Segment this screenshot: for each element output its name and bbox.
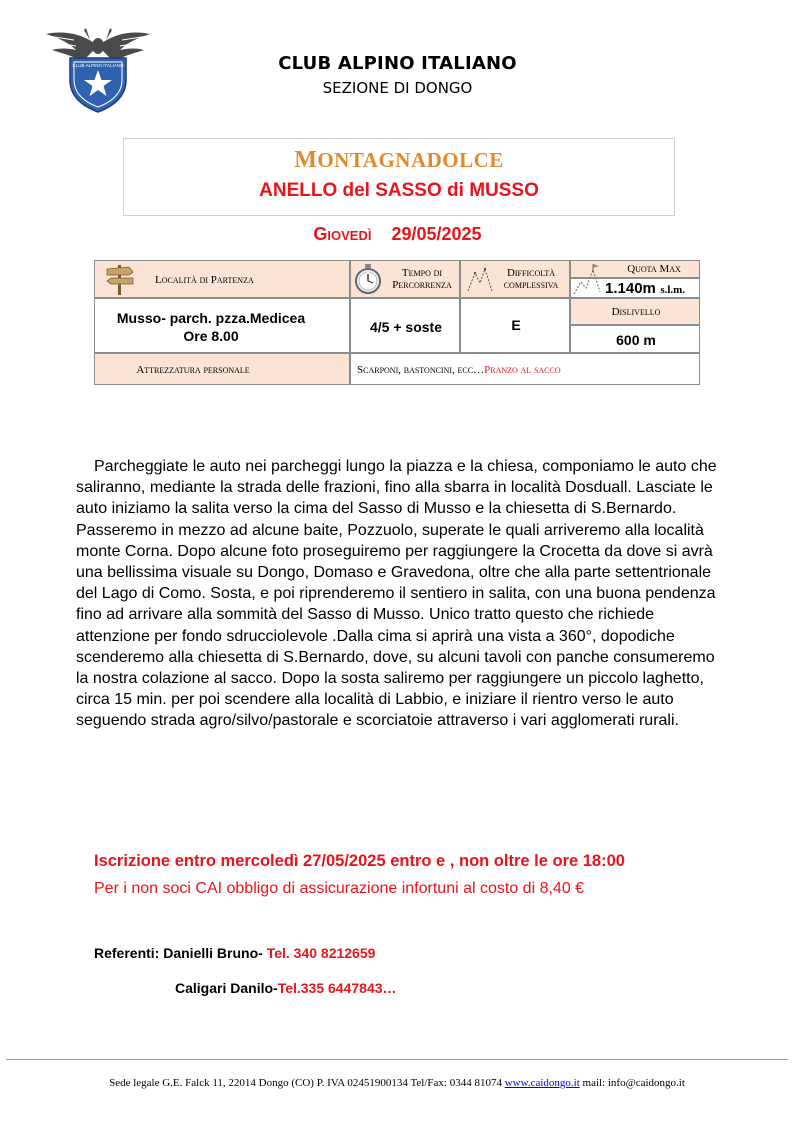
stopwatch-icon xyxy=(353,263,383,295)
excursion-date: 29/05/2025 xyxy=(391,224,482,244)
insurance-note: Per i non soci CAI obbligo di assicurazione infortuni al costo di 8,40 € xyxy=(94,880,585,897)
difficulty-header-cell xyxy=(460,260,570,298)
quota-header-cell xyxy=(570,260,700,278)
signpost-icon xyxy=(105,263,135,295)
elevation-value-cell xyxy=(570,325,700,353)
excursion-description xyxy=(76,456,726,732)
difficulty-value-cell xyxy=(460,298,570,353)
referent-1-label: Referenti: Danielli Bruno- xyxy=(94,945,263,961)
time-value-cell xyxy=(350,298,460,353)
departure-place: Musso- parch. pzza.Medicea xyxy=(116,310,306,326)
logo-text: CLUB ALPINO ITALIANO xyxy=(72,63,124,68)
equipment-header-cell xyxy=(94,353,350,385)
website-link[interactable]: www.caidongo.it xyxy=(504,1077,580,1089)
referent-2 xyxy=(175,980,397,996)
elevation-header-cell xyxy=(570,298,700,325)
elevation-header: Dislivello xyxy=(611,306,661,318)
footer-address: Sede legale G.E. Falck 11, 22014 Dongo (CO) P. IVA 02451900134 Tel/Fax: 0344 81074 xyxy=(109,1077,502,1089)
equipment-header: Attrezzatura personale xyxy=(136,364,250,376)
referent-1-phone: Tel. 340 8212659 xyxy=(266,945,376,961)
quota-value-cell xyxy=(570,278,700,298)
footer-email: mail: info@caidongo.it xyxy=(582,1077,685,1089)
mountain-icon xyxy=(467,265,493,293)
info-table xyxy=(94,260,700,385)
time-header xyxy=(385,267,459,291)
departure-header: Località di Partenza xyxy=(155,274,254,286)
date-line xyxy=(200,224,595,245)
referent-2-name: Caligari Danilo- xyxy=(175,980,278,996)
time-header-line-1: Tempo di xyxy=(401,267,443,279)
eagle-icon xyxy=(46,28,150,62)
quota-value: 1.140m xyxy=(605,280,656,297)
elevation-value: 600 m xyxy=(616,332,656,348)
club-section: SEZIONE DI DONGO xyxy=(322,79,473,97)
program-name xyxy=(123,147,675,174)
equipment-value xyxy=(357,364,561,376)
departure-value-cell xyxy=(94,298,350,353)
time-header-line-2: Percorrenza xyxy=(392,279,452,291)
difficulty-header-line-2: complessiva xyxy=(503,279,559,291)
referent-1 xyxy=(94,945,375,961)
program-name-initial: M xyxy=(294,147,318,173)
quota-unit: s.l.m. xyxy=(660,284,686,296)
excursion-title: ANELLO del SASSO di MUSSO xyxy=(259,180,539,201)
referent-2-phone: Tel.335 6447843… xyxy=(277,980,397,996)
equipment-items: Scarponi, bastoncini, ecc… xyxy=(357,364,485,376)
time-header-cell xyxy=(350,260,460,298)
description-text: Parcheggiate le auto nei parcheggi lungo la piazza e la chiesa, componiamo le auto che saliranno, mediante la strada delle frazioni, fino alla sbarra in località Dosduall. Lasciate le auto iniziamo la salita verso la cima del Sasso di Musso e la chiesetta di S.Bernardo. Passeremo in mezzo ad alcune baite, Pozzuolo, superate le quali arriveremo alla località monte Corna. Dopo alcune foto proseguiremo per raggiungere la Crocetta da dove si avrà una bellissima visuale su Dongo, Domaso e Gravedona, oltre che alla parte settentrionale del Lago di Como. Sosta, e poi riprenderemo il sentiero in salita, con una buona pendenza fino ad arrivare alla sommità del Sasso di Musso. Unico tratto questo che richiede attenzione per fondo sdrucciolevole .Dalla cima si aprirà una vista a 360°, dopodiche scenderemo alla chiesetta di S.Bernardo, dove, su alcuni tavoli con panche consumeremo la nostra colazione al sacco. Dopo la sosta saliremo per raggiungere un piccolo laghetto, circa 15 min. per poi scendere alla località di Labbio, e iniziare il rientro verso le auto seguendo strada agro/silvo/pastorale e scorciatoie attraverso i vari agglomerati rurali. xyxy=(76,458,717,730)
departure-value xyxy=(95,309,327,345)
lunch-note: Pranzo al sacco xyxy=(484,364,561,376)
program-name-rest: ONTAGNADOLCE xyxy=(317,148,504,172)
difficulty-header-line-1: Difficoltà xyxy=(506,267,556,279)
cai-logo xyxy=(44,24,152,114)
difficulty-header xyxy=(493,267,569,291)
departure-time: Ore 8.00 xyxy=(183,328,239,344)
footer xyxy=(0,1077,794,1089)
departure-header-cell xyxy=(94,260,350,298)
day-of-week: Giovedì xyxy=(313,224,372,244)
registration-note: Iscrizione entro mercoledì 27/05/2025 entro e , non oltre le ore 18:00 xyxy=(94,852,625,870)
equipment-value-cell xyxy=(350,353,700,385)
club-title: CLUB ALPINO ITALIANO xyxy=(278,53,517,74)
difficulty-value: E xyxy=(511,317,521,333)
footer-divider xyxy=(6,1059,788,1060)
time-value: 4/5 + soste xyxy=(370,319,442,335)
quota-header: Quota Max xyxy=(627,263,681,275)
